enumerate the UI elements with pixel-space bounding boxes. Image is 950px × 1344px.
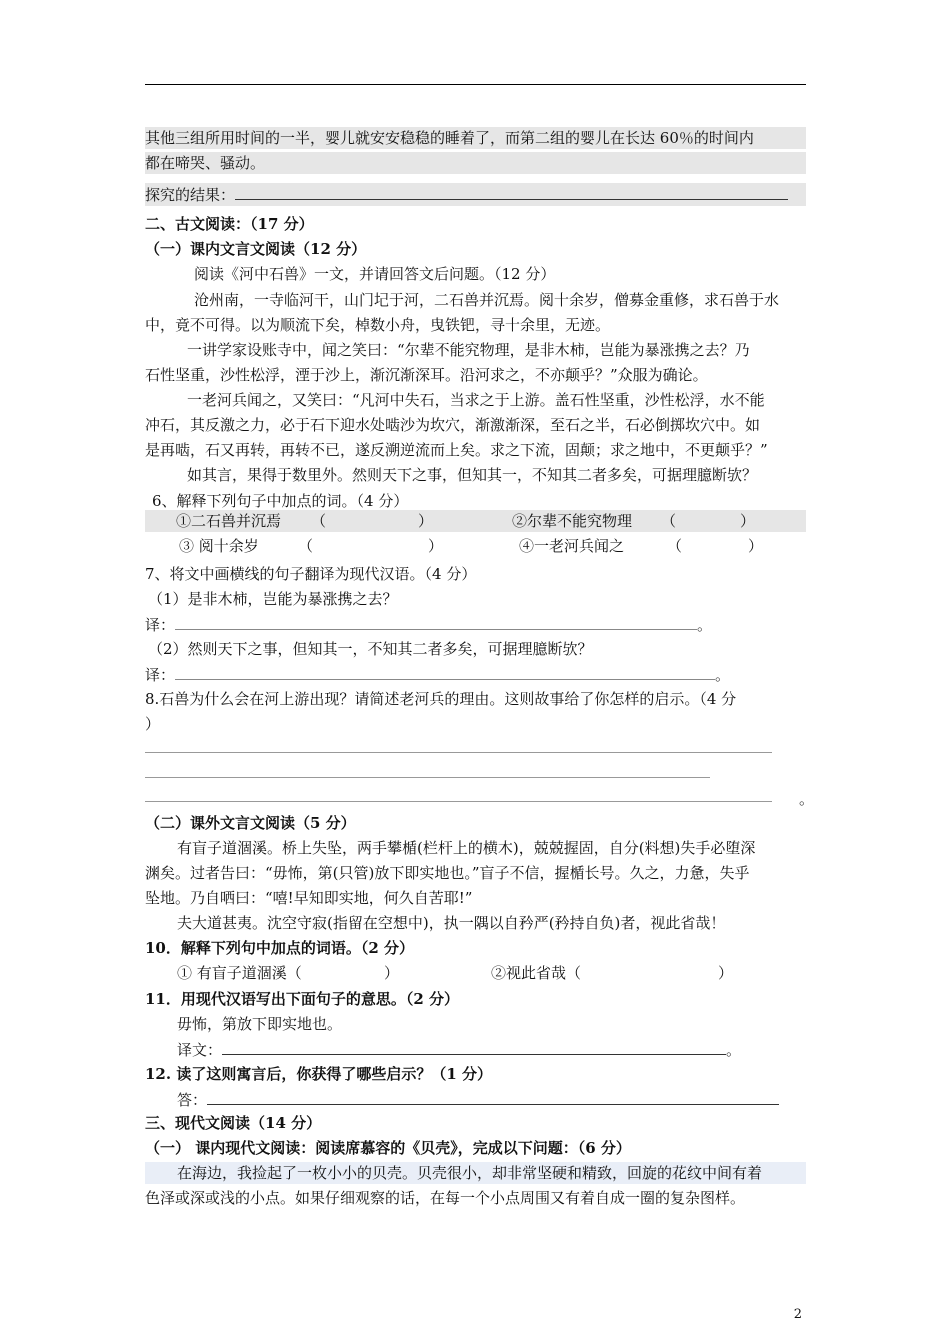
passage-para3-line1: 一老河兵闻之，又笑曰：“凡河中失石，当求之于上游。盖石性坚重，沙性松浮，水不能 [187,391,765,409]
q6-c-close: ） [428,537,444,555]
continued-line-1: 其他三组所用时间的一半，婴儿就安安稳稳的睡着了，而第二组的婴儿在长达 60％的时间内 [145,127,806,149]
q7-answer-2-line [145,663,730,686]
shell-para-line-2: 色泽或深或浅的小点。如果仔细观察的话，在每一个小点周围又有着自成一圈的复杂图样。 [145,1189,746,1207]
q6-item-d: ④一老河兵闻之 [519,537,625,555]
fable-line-1: 有盲子道涸溪。桥上失坠，两手攀楯(栏杆上的横木)，兢兢握固，自分(料想)失手必堕深 [177,839,756,857]
question-7: 7、将文中画横线的句子翻译为现代汉语。（4 分） [145,565,477,583]
q7-yi-label-2: 译： [145,666,176,684]
q6-item-a: ①二石兽并沉焉 [176,512,282,530]
q8-answer-line-1[interactable] [145,752,772,753]
part2-title: （二）课外文言文阅读（5 分） [145,814,356,832]
header-rule [145,84,806,85]
q12-answer-blank[interactable] [207,1088,779,1105]
question-6: 6、解释下列句子中加点的词。（4 分） [152,492,409,510]
q7-answer-2-blank[interactable] [175,663,715,680]
q7-answer-1-blank[interactable] [175,613,697,630]
shell-para-line-1 [145,1162,806,1184]
q7-yi-label-1: 译： [145,616,176,634]
q8-answer-line-3[interactable] [145,801,772,802]
passage-para2-line2: 石性坚重，沙性松浮，湮于沙上，渐沉渐深耳。沿河求之，不亦颠乎？”众服为确论。 [145,366,708,384]
fable-line-2: 渊矣。过者告曰：“毋怖，第(只管)放下即实地也。”盲子不信，握楯长号。久之，力惫，失乎 [145,864,750,882]
passage-para3-line3: 是再啮，石又再转，再转不已，遂反溯逆流而上矣。求之下流，固颠；求之地中，不更颠乎？” [145,441,768,459]
q8-period: 。 [799,790,815,808]
section3-part1-title: （一） 课内现代文阅读：阅读席慕容的《贝壳》，完成以下问题：（6 分） [145,1139,631,1157]
fable-moral: 夫大道甚夷。沈空守寂(指留在空想中)，执一隅以自矜严(矜持自负)者，视此省哉！ [177,914,726,932]
q6-c-open: （ [298,537,314,555]
q6-d-open: （ [667,537,683,555]
q10-item-a: ① 有盲子道涸溪（ [177,964,302,982]
q10-a-close: ） [384,964,400,982]
result-line [145,183,806,206]
question-11: 11．用现代汉语写出下面句子的意思。（2 分） [145,990,460,1008]
passage-para1-line1: 沧州南，一寺临河干，山门圮于河，二石兽并沉焉。阅十余岁，僧募金重修，求石兽于水 [194,291,780,309]
q6-item-c: ③ 阅十余岁 [179,537,259,555]
q11-period: 。 [726,1041,742,1059]
question-10: 10．解释下列句中加点的词语。（2 分） [145,939,415,957]
page-number: 2 [793,1307,802,1322]
question-8-line1: 8.石兽为什么会在河上游出现？请简述老河兵的理由。这则故事给了你怎样的启示。（4 分 [145,690,737,708]
q11-yiwen-label: 译文： [177,1041,223,1059]
q11-answer-blank[interactable] [222,1038,726,1055]
question-8-line2: ） [145,715,161,733]
passage-para1-line2: 中，竟不可得。以为顺流下矣，棹数小舟，曳铁钯，寻十余里，无迹。 [145,316,611,334]
q6-b-open: （ [661,512,677,530]
q6-a-close: ） [418,512,434,530]
q10-b-close: ） [718,964,734,982]
q12-answer-label: 答： [177,1091,208,1109]
passage-para2-line1: 一讲学家设账寺中，闻之笑曰：“尔辈不能究物理，是非木柿，岂能为暴涨携之去？乃 [187,341,750,359]
q11-answer-line [177,1038,741,1061]
part1-title: （一）课内文言文阅读（12 分） [145,240,367,258]
question-12: 12. 读了这则寓言后，你获得了哪些启示？（1 分） [145,1065,492,1083]
q7-sentence-2: （2）然则天下之事，但知其一，不知其二者多矣，可据理臆断欤？ [148,640,593,658]
result-label: 探究的结果： [145,186,236,204]
q7-answer-1-line [145,613,712,636]
q7-period-2: 。 [715,666,731,684]
q6-a-open: （ [311,512,327,530]
section3-title: 三、现代文阅读（14 分） [145,1114,322,1132]
section2-title: 二、古文阅读：（17 分） [145,215,314,233]
fable-line-3: 坠地。乃自哂曰：“嘻!早知即实地，何久自苦耶!” [145,889,473,907]
passage-para3-line2: 冲石，其反激之力，必于石下迎水处啮沙为坎穴，渐激渐深，至石之半，石必倒掷坎穴中。如 [145,416,761,434]
q6-b-close: ） [740,512,756,530]
q6-d-close: ） [748,537,764,555]
q6-item-b: ②尔辈不能究物理 [512,512,633,530]
q11-sentence: 毋怖，第放下即实地也。 [177,1015,343,1033]
q12-answer-line [177,1088,779,1111]
result-answer-blank[interactable] [235,183,788,200]
passage-para4: 如其言，果得于数里外。然则天下之事，但知其一，不知其二者多矣，可据理臆断欤？ [187,466,758,484]
q8-answer-line-2[interactable] [145,777,710,778]
q7-period-1: 。 [697,616,713,634]
q10-item-b: ②视此省哉（ [491,964,582,982]
shell-para-text-1: 在海边，我捡起了一枚小小的贝壳。贝壳很小，却非常坚硬和精致，回旋的花纹中间有着 [177,1164,763,1182]
q7-sentence-1: （1）是非木柿，岂能为暴涨携之去？ [148,590,398,608]
continued-line-2: 都在啼哭、骚动。 [145,152,806,174]
reading-intro: 阅读《河中石兽》一文，并请回答文后问题。（12 分） [194,265,556,283]
